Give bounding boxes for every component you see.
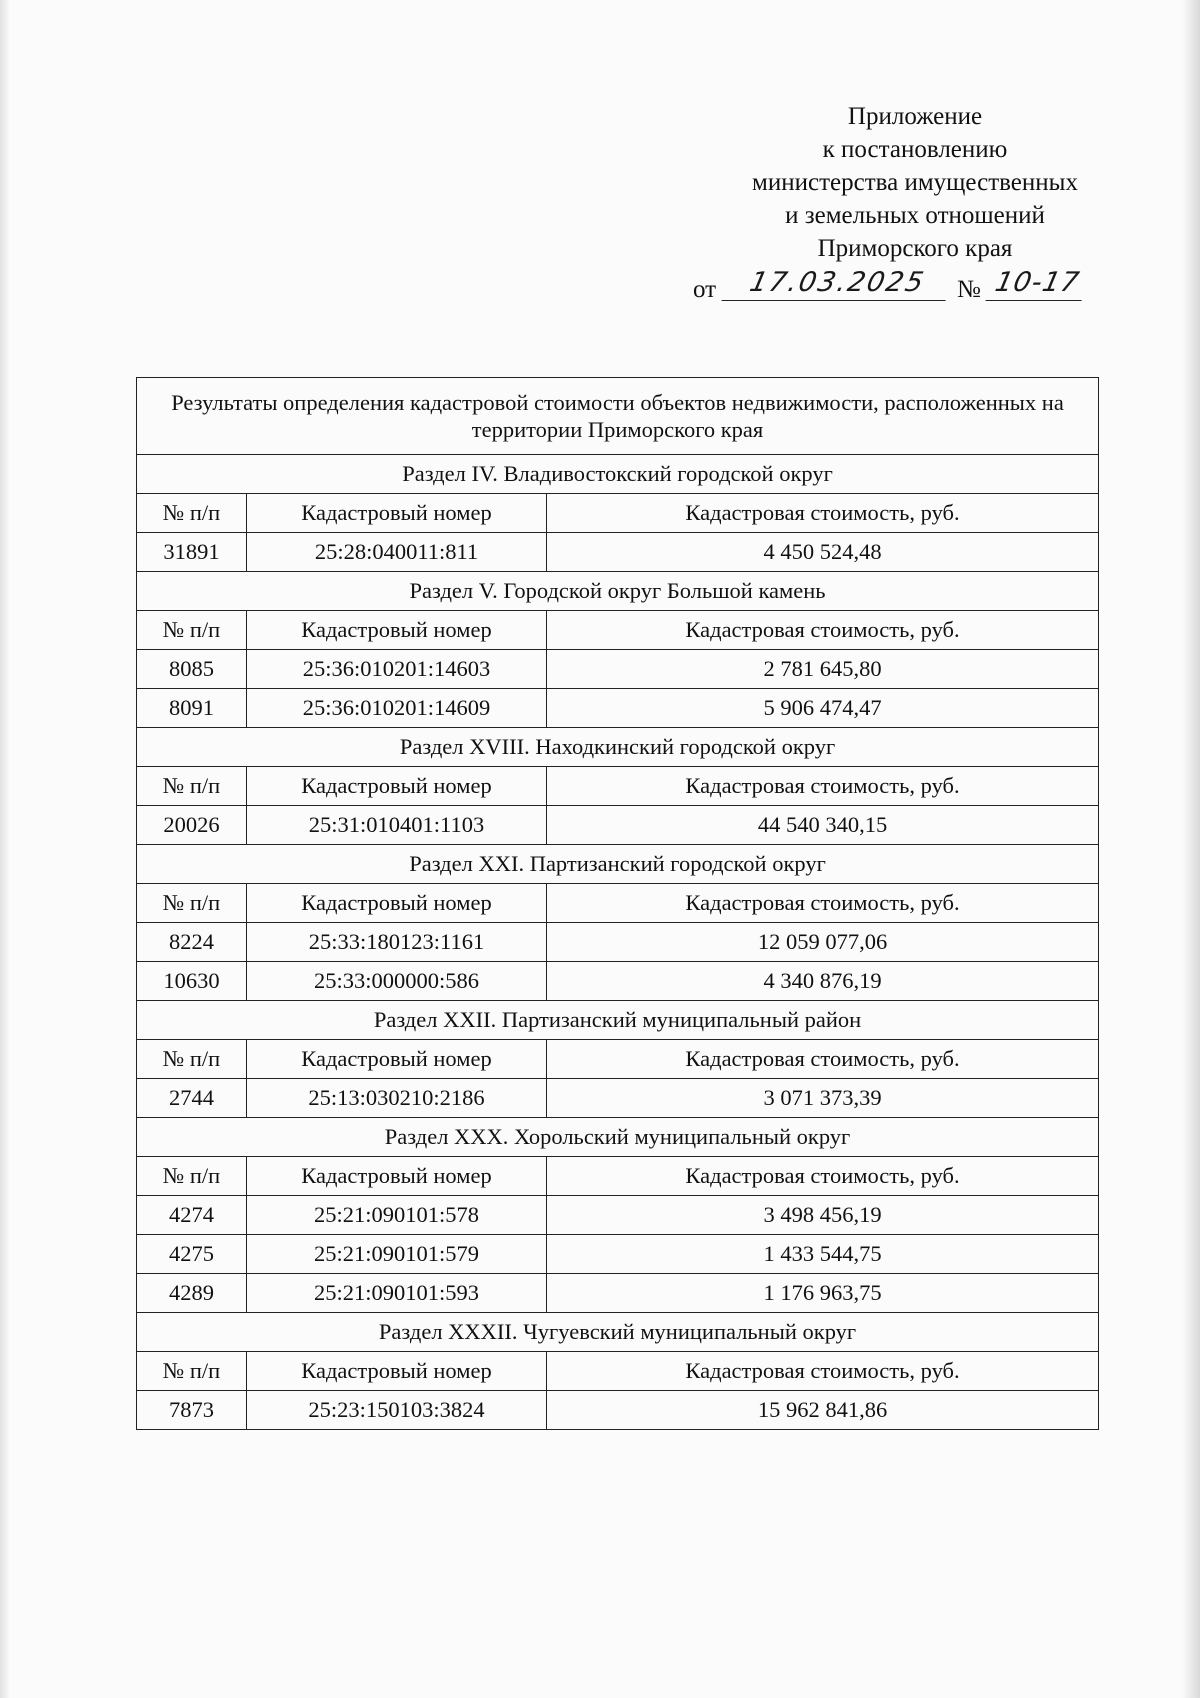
section-row <box>137 728 1099 767</box>
decree-date-number <box>693 268 1103 304</box>
col-header-cadastral-number: Кадастровый номер <box>247 1040 547 1079</box>
row-number: 8085 <box>137 650 247 689</box>
section-row <box>137 455 1099 494</box>
table-row <box>137 1196 1099 1235</box>
section-title: Раздел XXXII. Чугуевский муниципальный округ <box>137 1313 1099 1352</box>
cadastral-value: 2 781 645,80 <box>547 650 1099 689</box>
row-number: 4275 <box>137 1235 247 1274</box>
col-header-number: № п/п <box>137 1352 247 1391</box>
section-row <box>137 572 1099 611</box>
handwritten-date: 17.03.2025 <box>721 268 952 301</box>
col-header-cadastral-number: Кадастровый номер <box>247 1352 547 1391</box>
section-title: Раздел XXII. Партизанский муниципальный район <box>137 1001 1099 1040</box>
table-row <box>137 533 1099 572</box>
handwritten-number: 10-17 <box>985 268 1088 301</box>
column-header-row <box>137 1352 1099 1391</box>
section-title: Раздел XXX. Хорольский муниципальный округ <box>137 1118 1099 1157</box>
table-row <box>137 1235 1099 1274</box>
table-title-row <box>137 378 1099 455</box>
cadastral-results-table <box>136 377 1099 1430</box>
col-header-number: № п/п <box>137 494 247 533</box>
row-number: 2744 <box>137 1079 247 1118</box>
appendix-line: к постановлению <box>822 136 1008 163</box>
cadastral-number: 25:21:090101:578 <box>247 1196 547 1235</box>
col-header-number: № п/п <box>137 884 247 923</box>
col-header-cadastral-value: Кадастровая стоимость, руб. <box>547 767 1099 806</box>
table-row <box>137 923 1099 962</box>
date-prefix: от <box>693 276 717 303</box>
cadastral-value: 12 059 077,06 <box>547 923 1099 962</box>
col-header-cadastral-value: Кадастровая стоимость, руб. <box>547 1040 1099 1079</box>
row-number: 7873 <box>137 1391 247 1430</box>
cadastral-value: 4 340 876,19 <box>547 962 1099 1001</box>
results-table-body <box>137 378 1099 1430</box>
section-title: Раздел XVIII. Находкинский городской округ <box>137 728 1099 767</box>
cadastral-number: 25:28:040011:811 <box>247 533 547 572</box>
cadastral-value: 3 071 373,39 <box>547 1079 1099 1118</box>
cadastral-value: 44 540 340,15 <box>547 806 1099 845</box>
section-row <box>137 845 1099 884</box>
col-header-cadastral-value: Кадастровая стоимость, руб. <box>547 884 1099 923</box>
appendix-line: Приморского края <box>817 235 1013 262</box>
cadastral-value: 4 450 524,48 <box>547 533 1099 572</box>
cadastral-value: 3 498 456,19 <box>547 1196 1099 1235</box>
table-row <box>137 1274 1099 1313</box>
table-row <box>137 650 1099 689</box>
cadastral-number: 25:33:180123:1161 <box>247 923 547 962</box>
row-number: 31891 <box>137 533 247 572</box>
cadastral-number: 25:33:000000:586 <box>247 962 547 1001</box>
section-row <box>137 1313 1099 1352</box>
column-header-row <box>137 1157 1099 1196</box>
row-number: 4274 <box>137 1196 247 1235</box>
row-number: 8091 <box>137 689 247 728</box>
col-header-number: № п/п <box>137 1040 247 1079</box>
col-header-cadastral-number: Кадастровый номер <box>247 611 547 650</box>
col-header-number: № п/п <box>137 611 247 650</box>
col-header-cadastral-value: Кадастровая стоимость, руб. <box>547 1157 1099 1196</box>
scan-shadow-right <box>1182 0 1200 1698</box>
cadastral-number: 25:31:010401:1103 <box>247 806 547 845</box>
cadastral-value: 1 176 963,75 <box>547 1274 1099 1313</box>
section-title: Раздел IV. Владивостокский городской округ <box>137 455 1099 494</box>
col-header-cadastral-number: Кадастровый номер <box>247 1157 547 1196</box>
cadastral-value: 1 433 544,75 <box>547 1235 1099 1274</box>
table-title: Результаты определения кадастровой стоимости объектов недвижимости, расположенных на территории Приморского края <box>137 378 1099 455</box>
table-row <box>137 689 1099 728</box>
row-number: 8224 <box>137 923 247 962</box>
row-number: 20026 <box>137 806 247 845</box>
cadastral-number: 25:21:090101:593 <box>247 1274 547 1313</box>
appendix-line: Приложение <box>847 103 983 130</box>
col-header-cadastral-value: Кадастровая стоимость, руб. <box>547 611 1099 650</box>
column-header-row <box>137 767 1099 806</box>
cadastral-number: 25:23:150103:3824 <box>247 1391 547 1430</box>
col-header-cadastral-number: Кадастровый номер <box>247 494 547 533</box>
number-prefix: № <box>957 276 981 303</box>
row-number: 10630 <box>137 962 247 1001</box>
column-header-row <box>137 611 1099 650</box>
section-row <box>137 1001 1099 1040</box>
column-header-row <box>137 1040 1099 1079</box>
cadastral-number: 25:36:010201:14609 <box>247 689 547 728</box>
col-header-cadastral-number: Кадастровый номер <box>247 884 547 923</box>
table-row <box>137 1391 1099 1430</box>
column-header-row <box>137 494 1099 533</box>
cadastral-value: 5 906 474,47 <box>547 689 1099 728</box>
appendix-header <box>700 100 1130 265</box>
appendix-line: и земельных отношений <box>785 202 1045 229</box>
col-header-cadastral-number: Кадастровый номер <box>247 767 547 806</box>
section-row <box>137 1118 1099 1157</box>
table-row <box>137 1079 1099 1118</box>
section-title: Раздел V. Городской округ Большой камень <box>137 572 1099 611</box>
cadastral-number: 25:13:030210:2186 <box>247 1079 547 1118</box>
scan-shadow-left <box>0 0 10 1698</box>
row-number: 4289 <box>137 1274 247 1313</box>
table-row <box>137 806 1099 845</box>
cadastral-number: 25:36:010201:14603 <box>247 650 547 689</box>
appendix-line: министерства имущественных <box>752 169 1078 196</box>
cadastral-value: 15 962 841,86 <box>547 1391 1099 1430</box>
col-header-number: № п/п <box>137 767 247 806</box>
table-row <box>137 962 1099 1001</box>
col-header-cadastral-value: Кадастровая стоимость, руб. <box>547 1352 1099 1391</box>
section-title: Раздел XXI. Партизанский городской округ <box>137 845 1099 884</box>
col-header-number: № п/п <box>137 1157 247 1196</box>
column-header-row <box>137 884 1099 923</box>
cadastral-number: 25:21:090101:579 <box>247 1235 547 1274</box>
col-header-cadastral-value: Кадастровая стоимость, руб. <box>547 494 1099 533</box>
